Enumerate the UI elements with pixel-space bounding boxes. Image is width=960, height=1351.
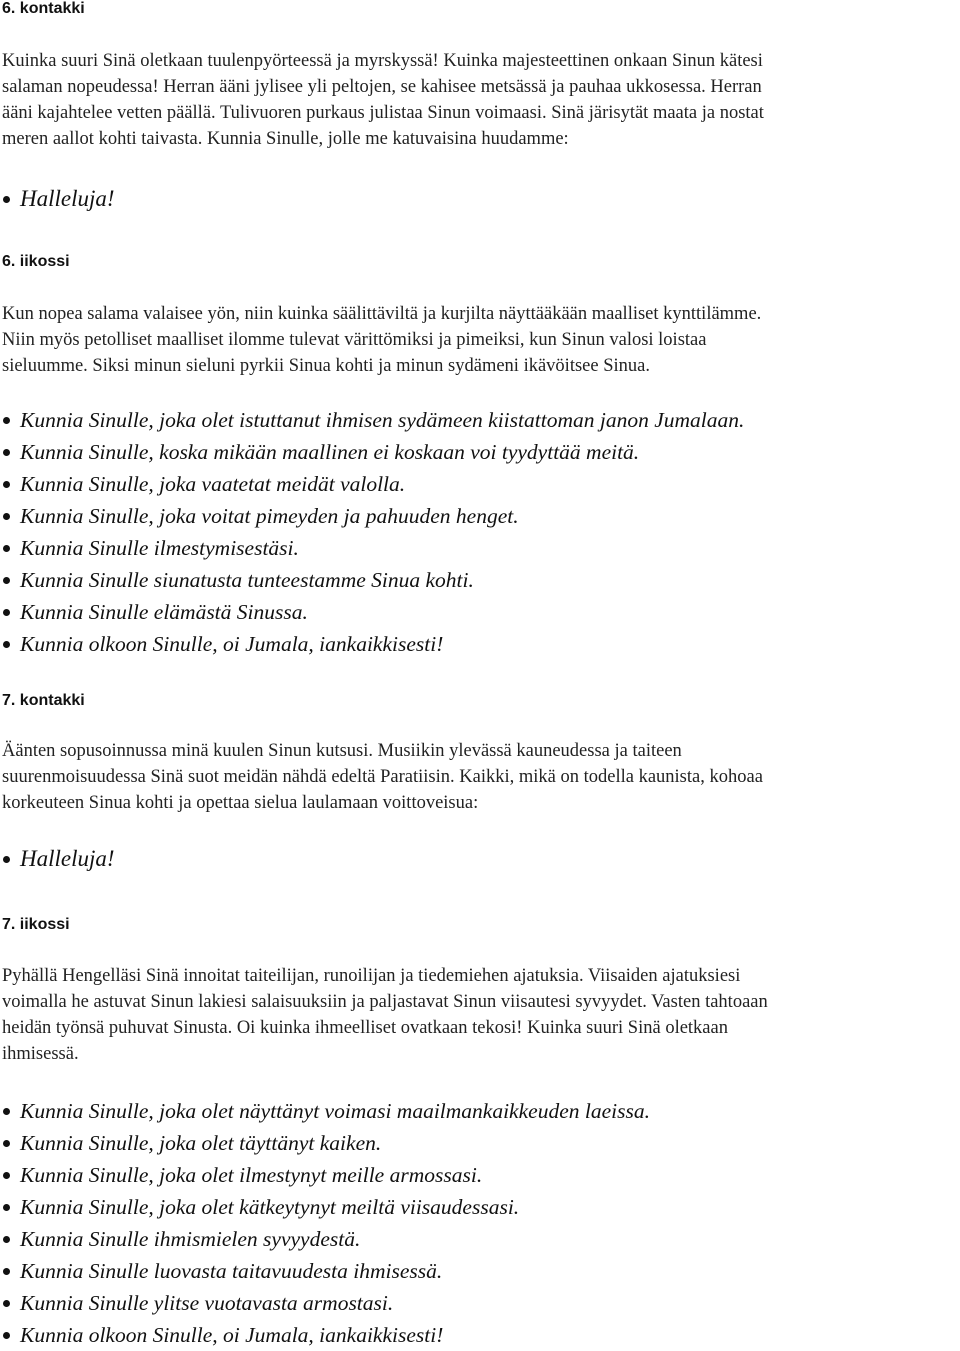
- bullet-icon: [3, 196, 10, 203]
- list-item-text: Kunnia Sinulle, joka olet näyttänyt voimasi maailmankaikkeuden laeissa.: [20, 1099, 650, 1123]
- bullet-icon: [3, 1268, 10, 1275]
- bullet-list: [0, 1095, 650, 1351]
- paragraph-line: Kuinka suuri Sinä oletkaan tuulenpyörteessä ja myrskyssä! Kuinka majesteettinen onkaan Sinun kätesi: [2, 51, 763, 71]
- section-paragraph: [0, 963, 770, 1067]
- list-item: [0, 183, 115, 215]
- bullet-icon: [3, 641, 10, 648]
- list-item: [0, 532, 744, 564]
- bullet-icon: [3, 1236, 10, 1243]
- list-item-text: Kunnia Sinulle, joka vaatetat meidät valolla.: [20, 472, 406, 496]
- list-item-text: Halleluja!: [20, 846, 115, 871]
- paragraph-line: ihmisessä.: [2, 1044, 79, 1064]
- paragraph-line: Kun nopea salama valaisee yön, niin kuinka säälittäviltä ja kurjilta näyttääkään maalliset kynttilämme.: [2, 304, 762, 324]
- bullet-icon: [3, 856, 10, 863]
- list-item-text: Kunnia Sinulle, joka olet istuttanut ihmisen sydämeen kiistattoman janon Jumalaan.: [20, 408, 745, 432]
- section-paragraph: [0, 48, 766, 152]
- bullet-list: [0, 843, 115, 875]
- paragraph-line: korkeuteen Sinua kohti ja opettaa sielua laulamaan voittoveisua:: [2, 793, 479, 813]
- list-item: [0, 468, 744, 500]
- list-item-text: Kunnia Sinulle, koska mikään maallinen ei koskaan voi tyydyttää meitä.: [20, 440, 640, 464]
- paragraph-line: ääni kajahtelee vetten päällä. Tulivuoren purkaus julistaa Sinun voimaasi. Sinä järisytät maata ja nostat: [2, 103, 764, 123]
- paragraph-line: suurenmoisuudessa Sinä suot meidän nähdä edeltä Paratiisin. Kaikki, mikä on todella kaunista, kohoaa: [2, 767, 763, 787]
- section-heading: 6. kontakki: [2, 0, 85, 17]
- bullet-icon: [3, 1332, 10, 1339]
- list-item-text: Halleluja!: [20, 186, 115, 211]
- bullet-icon: [3, 481, 10, 488]
- bullet-list: [0, 404, 744, 660]
- list-item: [0, 1319, 650, 1351]
- list-item: [0, 500, 744, 532]
- list-item: [0, 1159, 650, 1191]
- list-item-text: Kunnia Sinulle, joka olet ilmestynyt meille armossasi.: [20, 1163, 483, 1187]
- paragraph-line: Niin myös petolliset maalliset ilomme tulevat värittömiksi ja pimeiksi, kun Sinun valosi loistaa: [2, 330, 707, 350]
- paragraph-line: Pyhällä Hengelläsi Sinä innoitat taiteilijan, runoilijan ja tiedemiehen ajatuksia. Viisaiden ajatuksiesi: [2, 966, 741, 986]
- paragraph-line: sieluumme. Siksi minun sieluni pyrkii Sinua kohti ja minun sydämeni ikävöitsee Sinua.: [2, 356, 650, 376]
- bullet-icon: [3, 417, 10, 424]
- list-item-text: Kunnia Sinulle, joka olet kätkeytynyt meiltä viisaudessasi.: [20, 1195, 520, 1219]
- section-heading: 7. kontakki: [2, 692, 85, 709]
- list-item-text: Kunnia Sinulle luovasta taitavuudesta ihmisessä.: [20, 1259, 443, 1283]
- bullet-icon: [3, 577, 10, 584]
- section-paragraph: [0, 738, 765, 816]
- list-item: [0, 1223, 650, 1255]
- list-item-text: Kunnia Sinulle, joka voitat pimeyden ja pahuuden henget.: [20, 504, 519, 528]
- list-item-text: Kunnia Sinulle elämästä Sinussa.: [20, 600, 308, 624]
- bullet-icon: [3, 1108, 10, 1115]
- bullet-list: [0, 183, 115, 215]
- section-paragraph: [0, 301, 763, 379]
- list-item: [0, 628, 744, 660]
- list-item: [0, 1255, 650, 1287]
- paragraph-line: heidän työnsä puhuvat Sinusta. Oi kuinka ihmeelliset ovatkaan tekosi! Kuinka suuri Sinä oletkaan: [2, 1018, 728, 1038]
- list-item: [0, 564, 744, 596]
- list-item: [0, 1191, 650, 1223]
- bullet-icon: [3, 1300, 10, 1307]
- list-item: [0, 843, 115, 875]
- bullet-icon: [3, 1172, 10, 1179]
- paragraph-line: salaman nopeudessa! Herran ääni jylisee yli peltojen, se kahisee metsässä ja pauhaa ukkosessa. Herran: [2, 77, 762, 97]
- list-item: [0, 1127, 650, 1159]
- list-item-text: Kunnia olkoon Sinulle, oi Jumala, iankaikkisesti!: [20, 1323, 444, 1347]
- list-item-text: Kunnia Sinulle ilmestymisestäsi.: [20, 536, 299, 560]
- list-item: [0, 1095, 650, 1127]
- bullet-icon: [3, 1140, 10, 1147]
- section-heading: 7. iikossi: [2, 916, 70, 933]
- list-item: [0, 1287, 650, 1319]
- list-item: [0, 436, 744, 468]
- list-item-text: Kunnia Sinulle, joka olet täyttänyt kaiken.: [20, 1131, 382, 1155]
- bullet-icon: [3, 609, 10, 616]
- bullet-icon: [3, 1204, 10, 1211]
- list-item: [0, 404, 744, 436]
- bullet-icon: [3, 513, 10, 520]
- list-item-text: Kunnia Sinulle ihmismielen syvyydestä.: [20, 1227, 361, 1251]
- list-item-text: Kunnia Sinulle ylitse vuotavasta armostasi.: [20, 1291, 394, 1315]
- list-item: [0, 596, 744, 628]
- paragraph-line: Äänten sopusoinnussa minä kuulen Sinun kutsusi. Musiikin ylevässä kauneudessa ja taiteen: [2, 741, 682, 761]
- section-heading: 6. iikossi: [2, 253, 70, 270]
- paragraph-line: meren aallot kohti taivasta. Kunnia Sinulle, jolle me katuvaisina huudamme:: [2, 129, 569, 149]
- bullet-icon: [3, 449, 10, 456]
- paragraph-line: voimalla he astuvat Sinun lakiesi salaisuuksiin ja paljastavat Sinun viisautesi syvyydet. Vasten tahtoaan: [2, 992, 768, 1012]
- bullet-icon: [3, 545, 10, 552]
- list-item-text: Kunnia olkoon Sinulle, oi Jumala, iankaikkisesti!: [20, 632, 444, 656]
- list-item-text: Kunnia Sinulle siunatusta tunteestamme Sinua kohti.: [20, 568, 474, 592]
